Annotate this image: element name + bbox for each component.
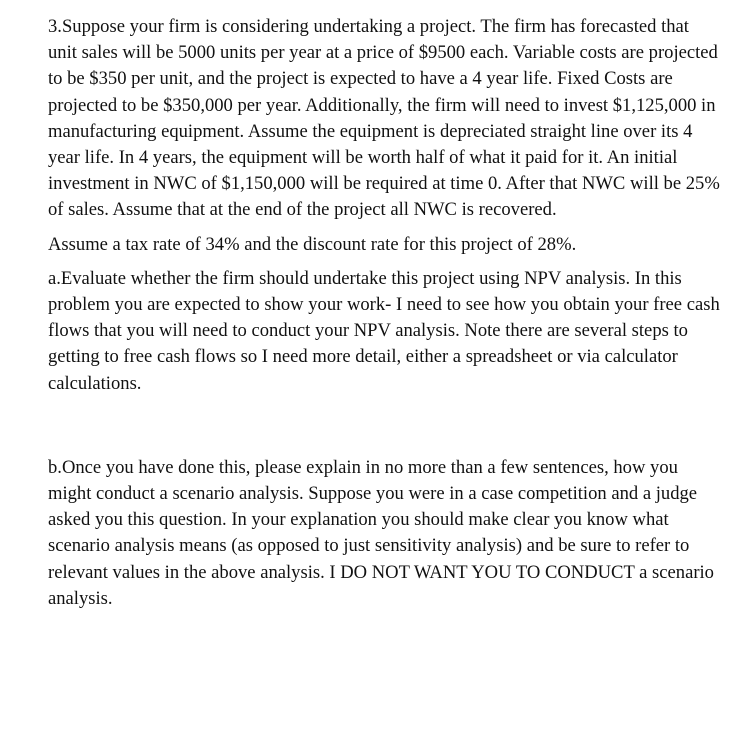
document-body — [48, 14, 720, 612]
problem-intro: 3.Suppose your firm is considering undertaking a project. The firm has forecasted that unit sales will be 5000 units per year at a price of $9500 each. Variable costs are projected to be $350 per unit, and the project is expected to have a 4 year life. Fixed Costs are projected to be $350,000 per year. Additionally, the firm will need to invest $1,125,000 in manufacturing equipment. Assume the equipment is depreciated straight line over its 4 year life. In 4 years, the equipment will be worth half of what it paid for it. An initial investment in NWC of $1,150,000 will be required at time 0. After that NWC will be 25% of sales. Assume that at the end of the project all NWC is recovered. — [48, 16, 720, 221]
tax-assumption: Assume a tax rate of 34% and the discount rate for this project of 28%. — [48, 233, 577, 255]
question-part-a: a.Evaluate whether the firm should undertake this project using NPV analysis. In this problem you are expected to show your work- I need to see how you obtain your free cash flows that you will need to conduct your NPV analysis. Note there are several steps to getting to free cash flows so I need more detail, either a spreadsheet or via calculator calculations. — [48, 267, 720, 394]
question-part-b: b.Once you have done this, please explain in no more than a few sentences, how you might conduct a scenario analysis. Suppose you were in a case competition and a judge asked you this question. In your explanation you should make clear you know what scenario analysis means (as opposed to just sensitivity analysis) and be sure to refer to relevant values in the above analysis. I DO NOT WANT YOU TO CONDUCT a scenario analysis. — [48, 456, 714, 609]
